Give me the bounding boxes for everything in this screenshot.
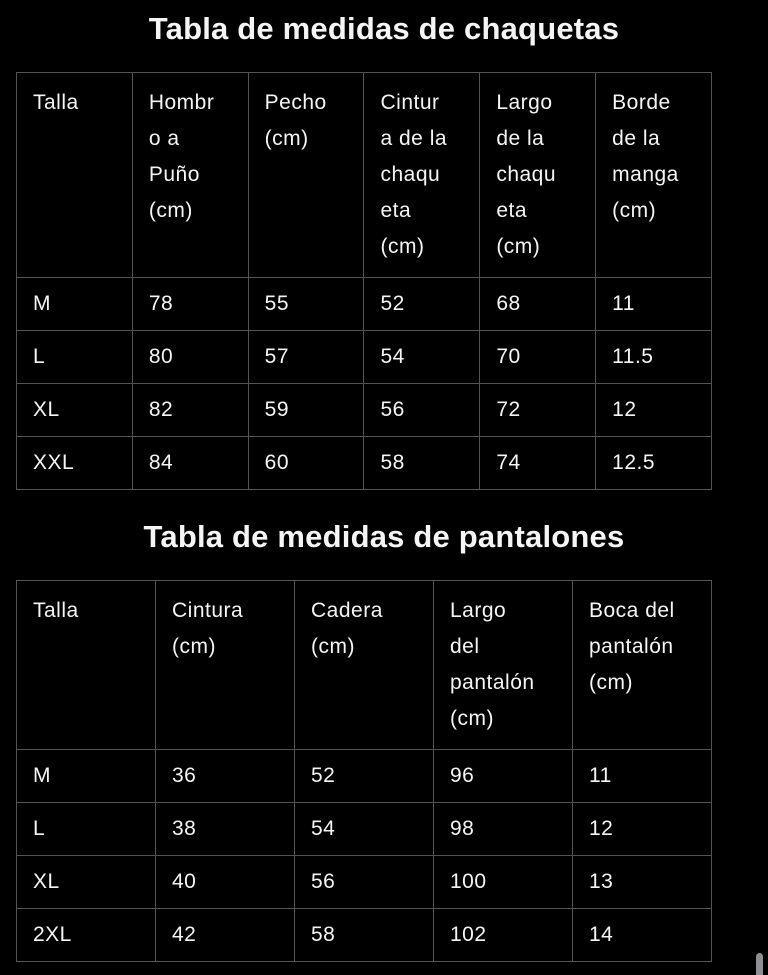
pants-table-title: Tabla de medidas de pantalones — [143, 519, 625, 554]
table-row — [17, 437, 712, 490]
table-cell: 36 — [156, 750, 295, 803]
table-cell: XL — [17, 384, 133, 437]
table-row — [17, 331, 712, 384]
header-cell: Largo del pantalón (cm) — [434, 581, 573, 750]
table-cell: 12 — [573, 803, 712, 856]
header-cell: Talla — [17, 73, 133, 278]
table-cell: 70 — [480, 331, 596, 384]
table-cell: 84 — [132, 437, 248, 490]
header-cell: Hombro a Puño (cm) — [132, 73, 248, 278]
table-cell: 54 — [295, 803, 434, 856]
table-cell: 42 — [156, 909, 295, 962]
table-row — [17, 856, 712, 909]
table-cell: 60 — [248, 437, 364, 490]
table-row — [17, 803, 712, 856]
table-cell: 11 — [596, 278, 712, 331]
header-cell: Cadera (cm) — [295, 581, 434, 750]
table-cell: XL — [17, 856, 156, 909]
table-cell: L — [17, 331, 133, 384]
table-cell: 58 — [364, 437, 480, 490]
table-cell: M — [17, 278, 133, 331]
header-cell: Boca del pantalón (cm) — [573, 581, 712, 750]
header-cell: Borde de la manga (cm) — [596, 73, 712, 278]
table-cell: 96 — [434, 750, 573, 803]
table-cell: 100 — [434, 856, 573, 909]
table-cell: 72 — [480, 384, 596, 437]
header-cell: Cintura de la chaqueta (cm) — [364, 73, 480, 278]
jackets-table-title: Tabla de medidas de chaquetas — [148, 11, 620, 46]
table-cell: 78 — [132, 278, 248, 331]
table-cell: 13 — [573, 856, 712, 909]
jackets-section — [0, 8, 768, 490]
header-row — [17, 73, 712, 278]
table-cell: 82 — [132, 384, 248, 437]
table-cell: 38 — [156, 803, 295, 856]
header-cell: Largo de la chaqueta (cm) — [480, 73, 596, 278]
table-cell: 59 — [248, 384, 364, 437]
table-row — [17, 278, 712, 331]
table-cell: 40 — [156, 856, 295, 909]
table-cell: XXL — [17, 437, 133, 490]
table-cell: 12.5 — [596, 437, 712, 490]
table-cell: 52 — [364, 278, 480, 331]
table-cell: 80 — [132, 331, 248, 384]
table-cell: 54 — [364, 331, 480, 384]
table-cell: 2XL — [17, 909, 156, 962]
table-cell: 58 — [295, 909, 434, 962]
table-cell: 14 — [573, 909, 712, 962]
header-cell: Cintura (cm) — [156, 581, 295, 750]
table-cell: 11 — [573, 750, 712, 803]
table-cell: 57 — [248, 331, 364, 384]
table-row — [17, 909, 712, 962]
table-cell: 68 — [480, 278, 596, 331]
table-row — [17, 384, 712, 437]
table-cell: 102 — [434, 909, 573, 962]
table-cell: 55 — [248, 278, 364, 331]
table-cell: 56 — [295, 856, 434, 909]
jackets-size-table — [16, 72, 712, 490]
pants-section — [0, 516, 768, 962]
header-row — [17, 581, 712, 750]
table-cell: L — [17, 803, 156, 856]
table-cell: 56 — [364, 384, 480, 437]
header-cell: Talla — [17, 581, 156, 750]
table-cell: 52 — [295, 750, 434, 803]
pants-size-table — [16, 580, 712, 962]
table-cell: 12 — [596, 384, 712, 437]
header-cell: Pecho (cm) — [248, 73, 364, 278]
table-cell: 98 — [434, 803, 573, 856]
table-cell: 11.5 — [596, 331, 712, 384]
scrollbar-thumb[interactable] — [756, 953, 763, 975]
table-cell: M — [17, 750, 156, 803]
table-row — [17, 750, 712, 803]
table-cell: 74 — [480, 437, 596, 490]
